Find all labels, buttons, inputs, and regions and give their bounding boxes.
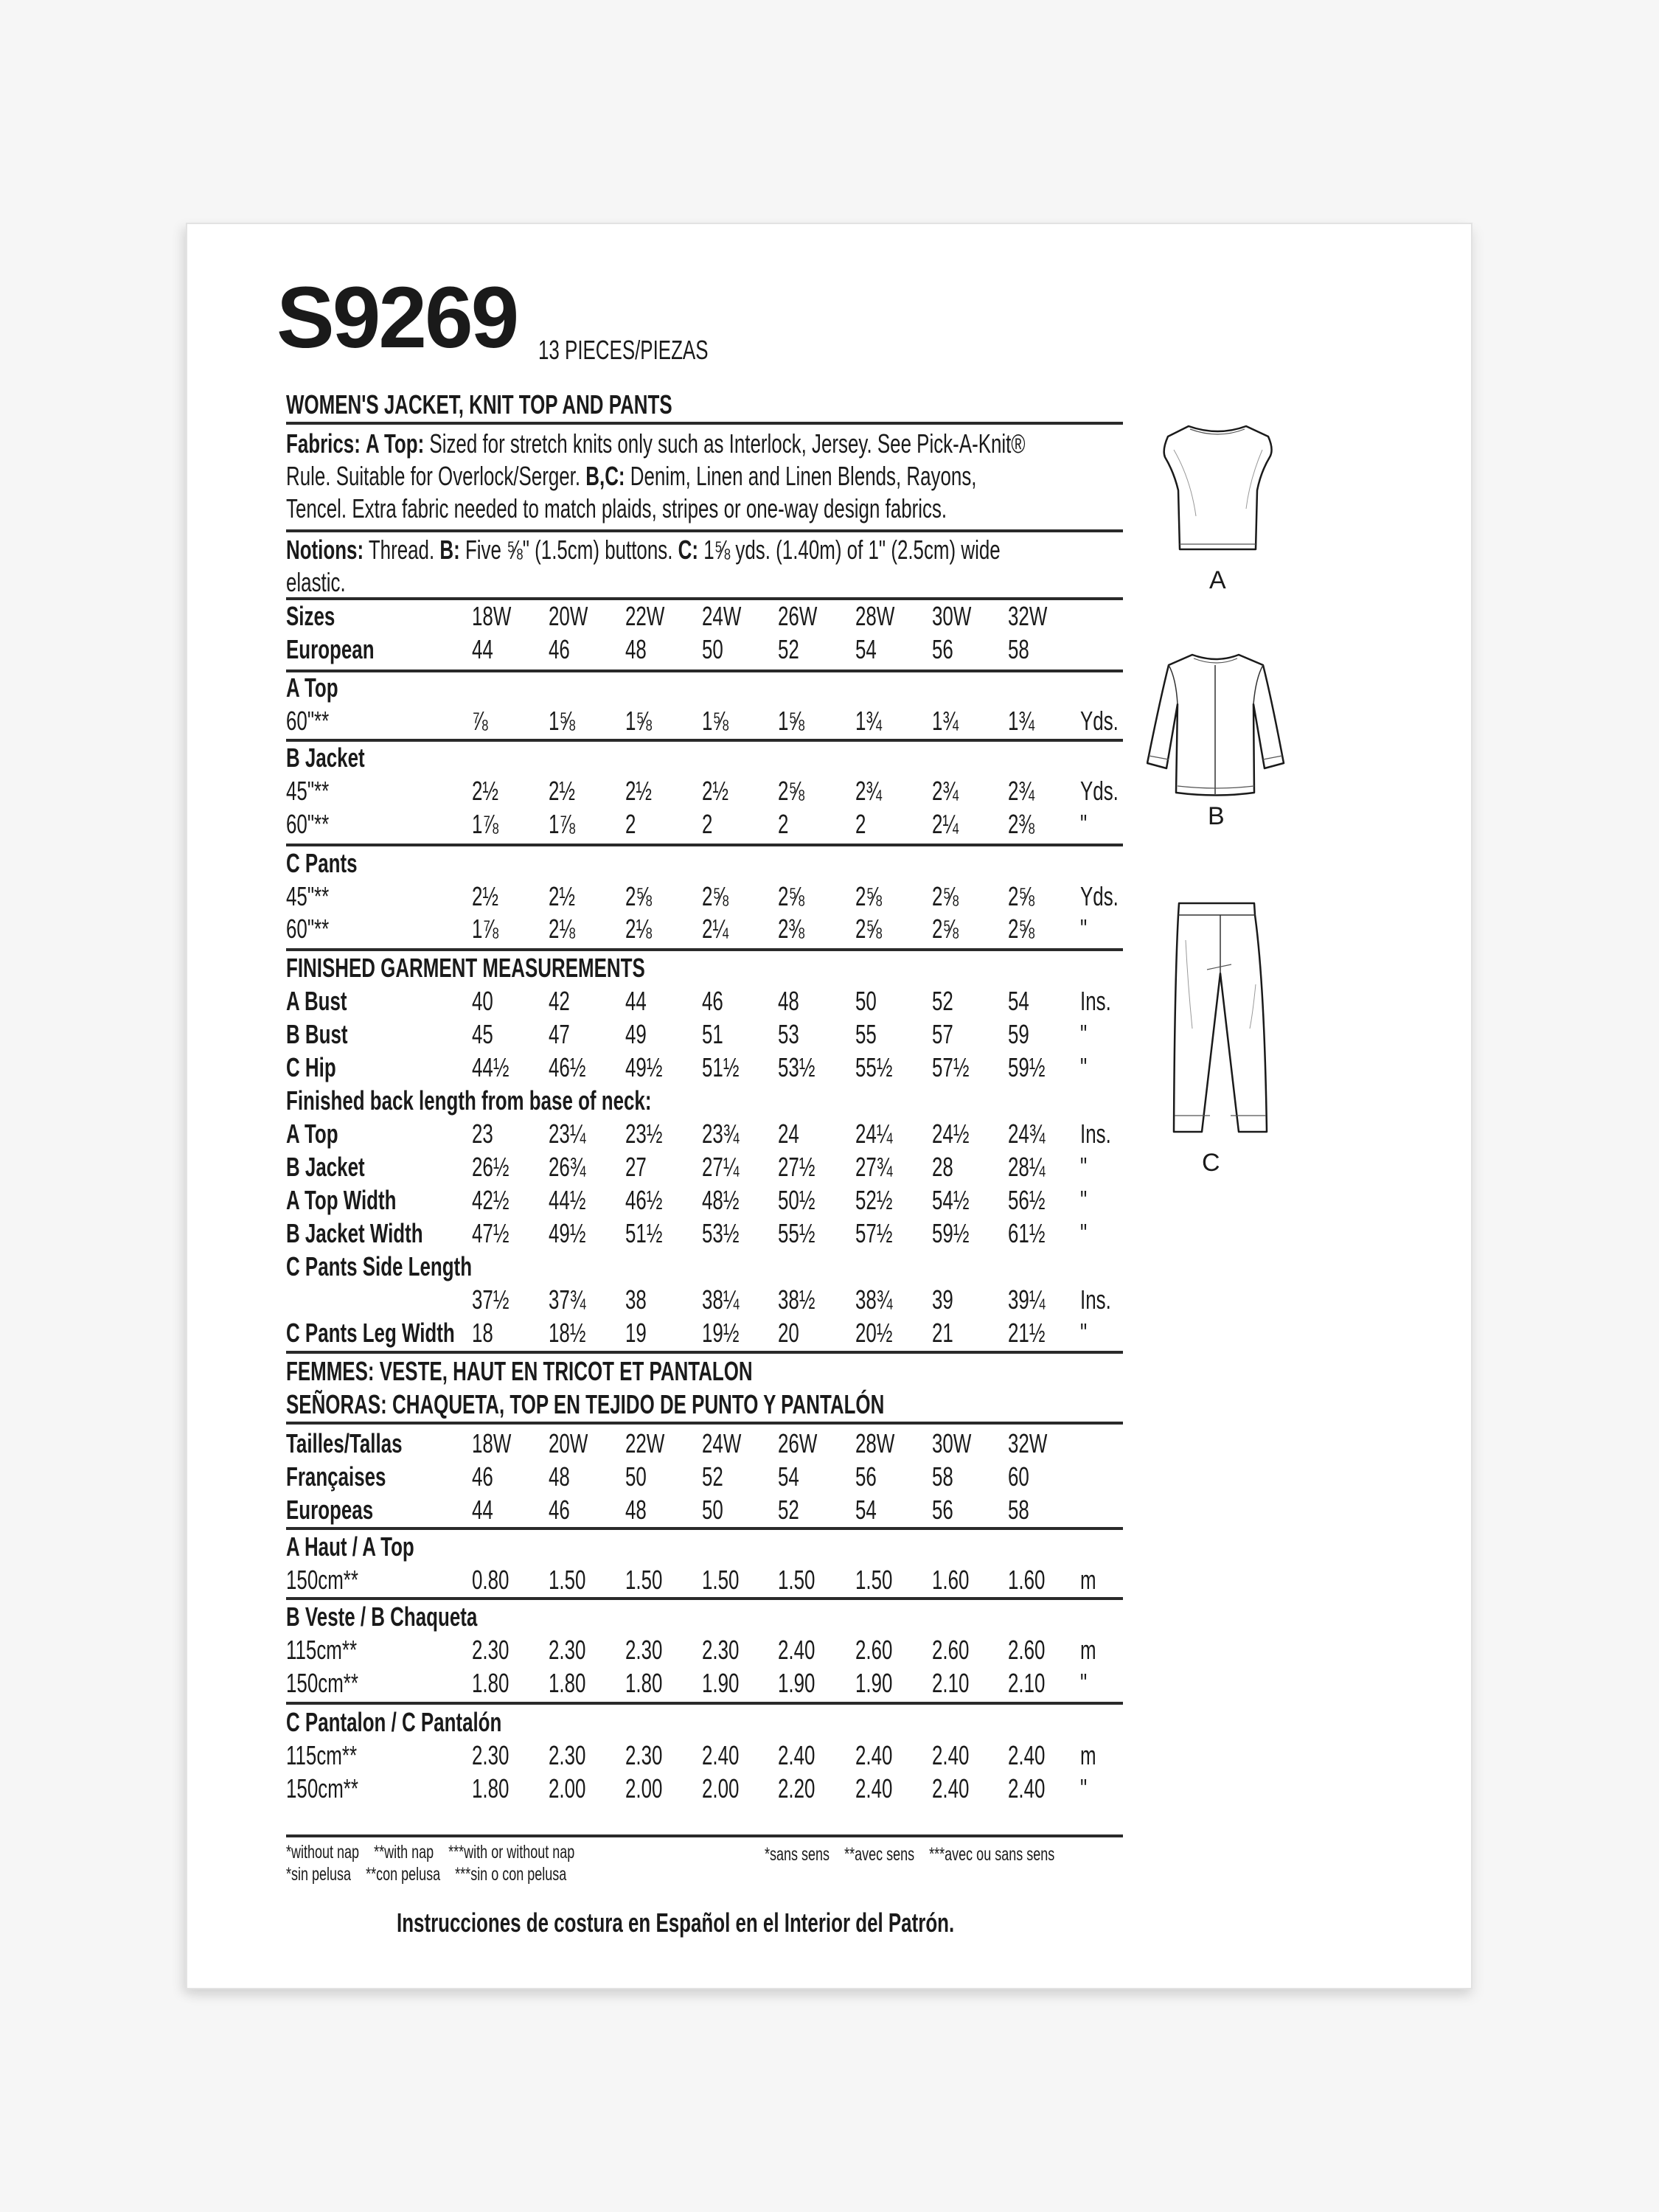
leg-width-row-cell: 19½ — [702, 1318, 740, 1348]
length-row-cell: 27 — [625, 1152, 647, 1182]
back-length-heading: Finished back length from base of neck: — [286, 1085, 652, 1116]
c-pantalon-115-row-cell: 2.40 — [932, 1740, 970, 1770]
c-pants-45-row-cell: 2⅝ — [855, 881, 883, 911]
pieces-count: 13 PIECES/PIEZAS — [538, 335, 709, 365]
bust-row-cell: 49 — [625, 1019, 647, 1049]
length-row-unit: " — [1080, 1152, 1088, 1182]
b-veste-150-row-cell: 1.90 — [855, 1668, 893, 1698]
b-jacket-60-row-cell: 1⅞ — [549, 809, 576, 839]
a-top-60-row-cell: ⅞ — [472, 706, 488, 736]
length-row-cell: 42½ — [472, 1185, 509, 1215]
divider — [286, 1702, 1123, 1705]
length-row-cell: 49½ — [549, 1218, 586, 1248]
bust-row-cell: 46½ — [549, 1052, 586, 1082]
europeas-row-cell: 52 — [778, 1495, 799, 1525]
bust-row-cell: 59½ — [1008, 1052, 1046, 1082]
footnotes-es: *sin pelusa **con pelusa ***sin o con pelusa — [286, 1864, 567, 1885]
notions-line-1: Notions: Thread. B: Five ⅝" (1.5cm) buttons. C: 1⅝ yds. (1.40m) of 1" (2.5cm) wide — [286, 535, 1001, 565]
length-row-cell: 24¼ — [855, 1119, 893, 1149]
tailles-row-cell: 26W — [778, 1428, 818, 1458]
length-row-cell: 27¾ — [855, 1152, 893, 1182]
b-veste-115-row-cell: 2.30 — [702, 1635, 740, 1665]
a-haut-150-row-cell: 1.50 — [549, 1565, 586, 1595]
length-row-cell: 27½ — [778, 1152, 815, 1182]
bust-row-cell: 51 — [702, 1019, 723, 1049]
francaises-row-cell: 58 — [932, 1461, 953, 1492]
b-jacket-60-row-cell: 2 — [778, 809, 789, 839]
length-row-cell: 55½ — [778, 1218, 815, 1248]
europeas-row-cell: 58 — [1008, 1495, 1029, 1525]
b-jacket-60-row-cell: 2 — [625, 809, 636, 839]
c-pants-60-row-cell: 2⅛ — [549, 914, 576, 944]
bust-row-cell: 40 — [472, 986, 493, 1016]
notions-line-2: elastic. — [286, 567, 346, 597]
a-top-60-row-cell: 1¾ — [1008, 706, 1035, 736]
b-jacket-60-row-cell: 1⅞ — [472, 809, 499, 839]
length-row-cell: 24 — [778, 1119, 799, 1149]
europeas-row-cell: 50 — [702, 1495, 723, 1525]
b-veste-heading: B Veste / B Chaqueta — [286, 1601, 478, 1632]
b-veste-115-row-cell: 2.60 — [855, 1635, 893, 1665]
sizes-row-cell: 22W — [625, 601, 665, 631]
pattern-title: WOMEN'S JACKET, KNIT TOP AND PANTS — [286, 389, 672, 420]
bust-row-unit: Ins. — [1080, 986, 1111, 1016]
b-jacket-60-row-cell: 2⅜ — [1008, 809, 1035, 839]
c-pantalon-150-row-unit: " — [1080, 1773, 1088, 1804]
length-row-cell: 50½ — [778, 1185, 815, 1215]
a-top-heading: A Top — [286, 672, 338, 703]
a-haut-150-row-cell: 1.50 — [625, 1565, 663, 1595]
a-top-60-row-cell: 1⅝ — [702, 706, 729, 736]
a-haut-150-row-cell: 1.60 — [932, 1565, 970, 1595]
european-row-cell: 54 — [855, 634, 877, 664]
bust-row-unit: " — [1080, 1052, 1088, 1082]
footnotes-en: *without nap **with nap ***with or without nap — [286, 1842, 575, 1863]
a-top-60-row-cell: 1⅝ — [549, 706, 576, 736]
length-row-cell: 53½ — [702, 1218, 740, 1248]
a-haut-150-row-cell: 1.50 — [855, 1565, 893, 1595]
a-haut-150-row-cell: 1.50 — [778, 1565, 815, 1595]
c-pantalon-115-row-cell: 2.40 — [702, 1740, 740, 1770]
bust-row-cell: 52 — [932, 986, 953, 1016]
length-row-cell: 24½ — [932, 1119, 970, 1149]
footnotes-fr: *sans sens **avec sens ***avec ou sans sens — [765, 1844, 1055, 1865]
length-row-cell: 26½ — [472, 1152, 509, 1182]
length-row-cell: 28¼ — [1008, 1152, 1046, 1182]
side-length-row-cell: 39¼ — [1008, 1284, 1046, 1315]
a-haut-heading: A Haut / A Top — [286, 1531, 414, 1562]
b-jacket-60-row-unit: " — [1080, 809, 1088, 839]
length-row-cell: 51½ — [625, 1218, 663, 1248]
length-row-cell: 24¾ — [1008, 1119, 1046, 1149]
divider — [286, 1422, 1123, 1425]
length-row-unit: Ins. — [1080, 1119, 1111, 1149]
c-pants-60-row-unit: " — [1080, 914, 1088, 944]
b-veste-115-row-cell: 2.60 — [1008, 1635, 1046, 1665]
b-veste-150-row-cell: 2.10 — [932, 1668, 970, 1698]
c-pants-45-row-cell: 2⅝ — [625, 881, 653, 911]
divider — [286, 844, 1123, 846]
c-pantalon-150-row-cell: 2.40 — [1008, 1773, 1046, 1804]
european-row-cell: 56 — [932, 634, 953, 664]
europeas-row-cell: 48 — [625, 1495, 647, 1525]
a-haut-150-row-cell: 1.60 — [1008, 1565, 1046, 1595]
length-row-cell: 23½ — [625, 1119, 663, 1149]
divider — [286, 597, 1123, 600]
b-veste-150-row-unit: " — [1080, 1668, 1088, 1698]
leg-width-row-cell: 21 — [932, 1318, 953, 1348]
divider — [286, 1834, 1123, 1837]
sizes-row-cell: 32W — [1008, 601, 1048, 631]
bust-row-cell: 55½ — [855, 1052, 893, 1082]
length-row-label: B Jacket Width — [286, 1218, 423, 1248]
length-row-cell: 44½ — [549, 1185, 586, 1215]
b-veste-150-row-cell: 2.10 — [1008, 1668, 1046, 1698]
length-row-cell: 47½ — [472, 1218, 509, 1248]
european-row-cell: 46 — [549, 634, 570, 664]
b-jacket-45-row-label: 45"** — [286, 776, 330, 806]
side-length-row-cell: 38¾ — [855, 1284, 893, 1315]
c-pantalon-150-row-cell: 2.00 — [702, 1773, 740, 1804]
length-row-label: A Top Width — [286, 1185, 397, 1215]
length-row-cell: 61½ — [1008, 1218, 1046, 1248]
c-pantalon-150-row-cell: 2.00 — [625, 1773, 663, 1804]
b-jacket-45-row-cell: 2¾ — [932, 776, 959, 806]
c-pantalon-150-row-cell: 2.20 — [778, 1773, 815, 1804]
c-pantalon-150-row-cell: 2.00 — [549, 1773, 586, 1804]
divider — [286, 422, 1123, 425]
length-row-cell: 48½ — [702, 1185, 740, 1215]
francaises-row-cell: 52 — [702, 1461, 723, 1492]
length-row-cell: 59½ — [932, 1218, 970, 1248]
bust-row-label: C Hip — [286, 1052, 336, 1082]
europeas-row-cell: 44 — [472, 1495, 493, 1525]
francaises-row-label: Françaises — [286, 1461, 386, 1492]
a-top-60-row-cell: 1¾ — [932, 706, 959, 736]
fabrics-line-1: Fabrics: A Top: Sized for stretch knits only such as Interlock, Jersey. See Pick-A-Knit® — [286, 428, 1026, 459]
a-haut-150-row-cell: 0.80 — [472, 1565, 509, 1595]
bust-row-unit: " — [1080, 1019, 1088, 1049]
a-haut-150-row-unit: m — [1080, 1565, 1096, 1595]
pattern-number: S9269 — [276, 269, 518, 366]
side-length-row-cell: 37¾ — [549, 1284, 586, 1315]
a-top-60-row-cell: 1⅝ — [778, 706, 805, 736]
divider — [286, 1351, 1123, 1354]
length-row-cell: 23¼ — [549, 1119, 586, 1149]
c-pantalon-115-row-unit: m — [1080, 1740, 1096, 1770]
length-row-label: B Jacket — [286, 1152, 365, 1182]
illustration-label-a: A — [1209, 566, 1226, 594]
length-row-cell: 57½ — [855, 1218, 893, 1248]
b-jacket-60-row-cell: 2 — [702, 809, 713, 839]
spanish-instructions-note: Instrucciones de costura en Español en el Interior del Patrón. — [397, 1907, 955, 1938]
length-row-unit: " — [1080, 1185, 1088, 1215]
bust-row-cell: 54 — [1008, 986, 1029, 1016]
c-pantalon-115-row-cell: 2.40 — [778, 1740, 815, 1770]
title-fr: FEMMES: VESTE, HAUT EN TRICOT ET PANTALON — [286, 1356, 753, 1386]
leg-width-row-cell: 18½ — [549, 1318, 586, 1348]
tailles-row-cell: 18W — [472, 1428, 512, 1458]
c-pants-45-row-unit: Yds. — [1080, 881, 1119, 911]
c-pantalon-115-row-cell: 2.40 — [1008, 1740, 1046, 1770]
b-jacket-60-row-cell: 2¼ — [932, 809, 959, 839]
c-pants-45-row-cell: 2⅝ — [1008, 881, 1035, 911]
pants-back-sketch-icon — [1161, 896, 1272, 1139]
c-pantalon-150-row-cell: 1.80 — [472, 1773, 509, 1804]
francaises-row-cell: 56 — [855, 1461, 877, 1492]
sizes-row-cell: 24W — [702, 601, 742, 631]
c-pants-45-row-cell: 2½ — [472, 881, 499, 911]
divider — [286, 1597, 1123, 1600]
leg-width-row-cell: 20 — [778, 1318, 799, 1348]
b-jacket-45-row-cell: 2½ — [625, 776, 653, 806]
length-row-cell: 23 — [472, 1119, 493, 1149]
c-pants-60-row-cell: 2⅛ — [625, 914, 653, 944]
a-top-60-row-unit: Yds. — [1080, 706, 1119, 736]
c-pants-60-row-cell: 2⅝ — [1008, 914, 1035, 944]
european-row-cell: 58 — [1008, 634, 1029, 664]
bust-row-cell: 48 — [778, 986, 799, 1016]
bust-row-cell: 44 — [625, 986, 647, 1016]
c-pants-60-row-cell: 2⅝ — [855, 914, 883, 944]
b-jacket-45-row-cell: 2⅝ — [778, 776, 805, 806]
c-pants-45-row-cell: 2⅝ — [932, 881, 959, 911]
tailles-row-cell: 22W — [625, 1428, 665, 1458]
european-row-cell: 44 — [472, 634, 493, 664]
b-veste-115-row-cell: 2.40 — [778, 1635, 815, 1665]
fabrics-line-3: Tencel. Extra fabric needed to match plaids, stripes or one-way design fabrics. — [286, 493, 947, 524]
francaises-row-cell: 50 — [625, 1461, 647, 1492]
francaises-row-cell: 60 — [1008, 1461, 1029, 1492]
bust-row-cell: 45 — [472, 1019, 493, 1049]
bust-row-cell: 53½ — [778, 1052, 815, 1082]
b-veste-115-row-cell: 2.30 — [625, 1635, 663, 1665]
sizes-row-cell: 28W — [855, 601, 895, 631]
length-row-cell: 54½ — [932, 1185, 970, 1215]
length-row-cell: 46½ — [625, 1185, 663, 1215]
european-row-cell: 52 — [778, 634, 799, 664]
divider — [286, 529, 1123, 532]
b-veste-115-row-cell: 2.30 — [549, 1635, 586, 1665]
jacket-back-sketch-icon — [1147, 649, 1287, 796]
c-pantalon-115-row-cell: 2.30 — [549, 1740, 586, 1770]
francaises-row-cell: 46 — [472, 1461, 493, 1492]
sizes-row-cell: 30W — [932, 601, 972, 631]
c-pantalon-115-row-cell: 2.40 — [855, 1740, 893, 1770]
b-jacket-45-row-cell: 2½ — [702, 776, 729, 806]
title-es: SEÑORAS: CHAQUETA, TOP EN TEJIDO DE PUNTO Y PANTALÓN — [286, 1389, 885, 1419]
length-row-cell: 28 — [932, 1152, 953, 1182]
b-jacket-45-row-cell: 2¾ — [855, 776, 883, 806]
europeas-row-cell: 56 — [932, 1495, 953, 1525]
length-row-unit: " — [1080, 1218, 1088, 1248]
knit-top-back-sketch-icon — [1158, 420, 1279, 568]
b-veste-150-row-cell: 1.80 — [549, 1668, 586, 1698]
c-pantalon-150-row-cell: 2.40 — [855, 1773, 893, 1804]
a-haut-150-row-label: 150cm** — [286, 1565, 358, 1595]
c-pants-60-row-cell: 2¼ — [702, 914, 729, 944]
c-pants-45-row-cell: 2½ — [549, 881, 576, 911]
leg-width-row-cell: 18 — [472, 1318, 493, 1348]
side-length-row-cell: 38½ — [778, 1284, 815, 1315]
side-length-row-unit: Ins. — [1080, 1284, 1111, 1315]
divider — [286, 1527, 1123, 1530]
b-veste-115-row-label: 115cm** — [286, 1635, 358, 1665]
c-pantalon-115-row-label: 115cm** — [286, 1740, 358, 1770]
bust-row-cell: 57 — [932, 1019, 953, 1049]
b-jacket-45-row-cell: 2¾ — [1008, 776, 1035, 806]
bust-row-cell: 42 — [549, 986, 570, 1016]
b-veste-150-row-cell: 1.90 — [702, 1668, 740, 1698]
a-top-60-row-label: 60"** — [286, 706, 330, 736]
sizes-row-cell: 18W — [472, 601, 512, 631]
bust-row-cell: 44½ — [472, 1052, 509, 1082]
bust-row-label: B Bust — [286, 1019, 348, 1049]
finished-heading: FINISHED GARMENT MEASUREMENTS — [286, 953, 645, 983]
illustration-label-b: B — [1208, 802, 1225, 830]
bust-row-cell: 59 — [1008, 1019, 1029, 1049]
leg-width-row-label: C Pants Leg Width — [286, 1318, 455, 1348]
a-haut-150-row-cell: 1.50 — [702, 1565, 740, 1595]
europeas-row-cell: 46 — [549, 1495, 570, 1525]
length-row-cell: 52½ — [855, 1185, 893, 1215]
bust-row-cell: 51½ — [702, 1052, 740, 1082]
leg-width-row-unit: " — [1080, 1318, 1088, 1348]
b-veste-150-row-cell: 1.80 — [472, 1668, 509, 1698]
european-row-cell: 50 — [702, 634, 723, 664]
illustration-label-c: C — [1202, 1149, 1220, 1177]
divider — [286, 739, 1123, 742]
length-row-cell: 56½ — [1008, 1185, 1046, 1215]
length-row-cell: 26¾ — [549, 1152, 586, 1182]
c-pantalon-115-row-cell: 2.30 — [472, 1740, 509, 1770]
tailles-row-cell: 24W — [702, 1428, 742, 1458]
length-row-cell: 27¼ — [702, 1152, 740, 1182]
divider — [286, 948, 1123, 951]
bust-row-cell: 53 — [778, 1019, 799, 1049]
a-top-60-row-cell: 1⅝ — [625, 706, 653, 736]
c-pantalon-115-row-cell: 2.30 — [625, 1740, 663, 1770]
leg-width-row-cell: 19 — [625, 1318, 647, 1348]
c-pants-60-row-cell: 2⅝ — [932, 914, 959, 944]
b-jacket-heading: B Jacket — [286, 742, 365, 773]
b-jacket-60-row-label: 60"** — [286, 809, 330, 839]
leg-width-row-cell: 20½ — [855, 1318, 893, 1348]
side-length-row-cell: 37½ — [472, 1284, 509, 1315]
sizes-row-cell: 26W — [778, 601, 818, 631]
b-jacket-45-row-cell: 2½ — [549, 776, 576, 806]
tailles-row-cell: 28W — [855, 1428, 895, 1458]
b-veste-115-row-unit: m — [1080, 1635, 1096, 1665]
fabrics-line-2: Rule. Suitable for Overlock/Serger. B,C: Denim, Linen and Linen Blends, Rayons, — [286, 461, 977, 491]
tailles-row-label: Tailles/Tallas — [286, 1428, 403, 1458]
c-pants-60-row-label: 60"** — [286, 914, 330, 944]
bust-row-cell: 55 — [855, 1019, 877, 1049]
bust-row-cell: 47 — [549, 1019, 570, 1049]
sizes-row-label: Sizes — [286, 601, 335, 631]
side-length-row-cell: 38 — [625, 1284, 647, 1315]
side-length-heading: C Pants Side Length — [286, 1251, 473, 1281]
c-pants-45-row-cell: 2⅝ — [702, 881, 729, 911]
bust-row-cell: 49½ — [625, 1052, 663, 1082]
c-pants-heading: C Pants — [286, 848, 358, 878]
length-row-label: A Top — [286, 1119, 338, 1149]
european-row-cell: 48 — [625, 634, 647, 664]
b-veste-150-row-cell: 1.90 — [778, 1668, 815, 1698]
length-row-cell: 23¾ — [702, 1119, 740, 1149]
b-veste-115-row-cell: 2.30 — [472, 1635, 509, 1665]
leg-width-row-cell: 21½ — [1008, 1318, 1046, 1348]
c-pantalon-150-row-label: 150cm** — [286, 1773, 358, 1804]
sizes-row-cell: 20W — [549, 601, 588, 631]
b-jacket-60-row-cell: 2 — [855, 809, 866, 839]
bust-row-cell: 46 — [702, 986, 723, 1016]
bust-row-label: A Bust — [286, 986, 347, 1016]
c-pants-45-row-cell: 2⅝ — [778, 881, 805, 911]
b-veste-150-row-label: 150cm** — [286, 1668, 358, 1698]
b-veste-115-row-cell: 2.60 — [932, 1635, 970, 1665]
c-pants-60-row-cell: 1⅞ — [472, 914, 499, 944]
b-jacket-45-row-unit: Yds. — [1080, 776, 1119, 806]
francaises-row-cell: 48 — [549, 1461, 570, 1492]
c-pants-60-row-cell: 2⅜ — [778, 914, 805, 944]
bust-row-cell: 50 — [855, 986, 877, 1016]
divider — [286, 669, 1123, 672]
c-pantalon-heading: C Pantalon / C Pantalón — [286, 1707, 502, 1737]
side-length-row-cell: 38¼ — [702, 1284, 740, 1315]
c-pants-45-row-label: 45"** — [286, 881, 330, 911]
b-veste-150-row-cell: 1.80 — [625, 1668, 663, 1698]
tailles-row-cell: 30W — [932, 1428, 972, 1458]
europeas-row-label: Europeas — [286, 1495, 374, 1525]
francaises-row-cell: 54 — [778, 1461, 799, 1492]
a-top-60-row-cell: 1¾ — [855, 706, 883, 736]
bust-row-cell: 57½ — [932, 1052, 970, 1082]
europeas-row-cell: 54 — [855, 1495, 877, 1525]
b-jacket-45-row-cell: 2½ — [472, 776, 499, 806]
tailles-row-cell: 32W — [1008, 1428, 1048, 1458]
tailles-row-cell: 20W — [549, 1428, 588, 1458]
side-length-row-cell: 39 — [932, 1284, 953, 1315]
c-pantalon-150-row-cell: 2.40 — [932, 1773, 970, 1804]
european-row-label: European — [286, 634, 375, 664]
